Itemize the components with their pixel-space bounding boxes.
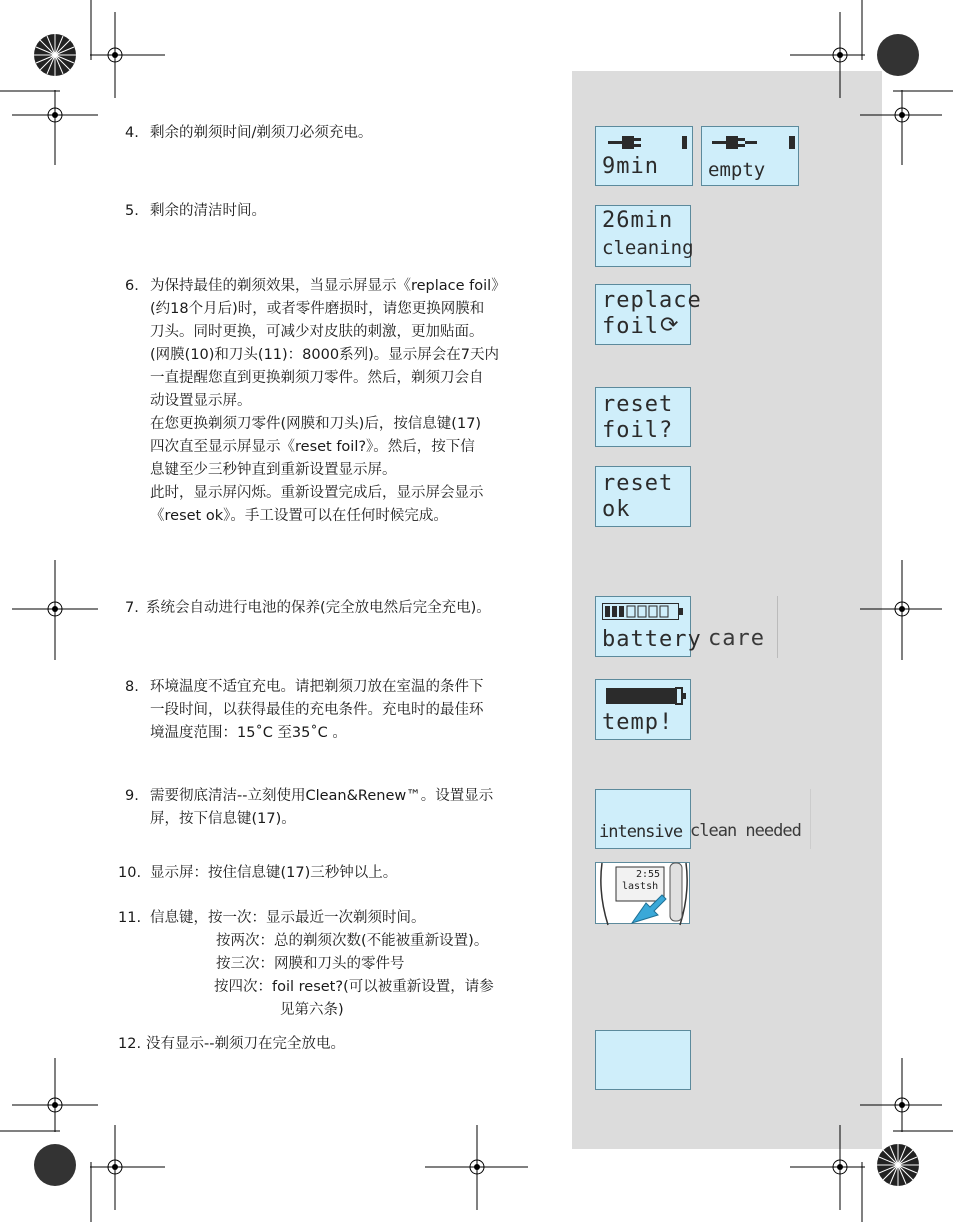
corner-target-br (877, 1144, 919, 1186)
lcd-text: 26min (602, 208, 674, 233)
press-text: 总的剃须次数(不能被重新设置)。 (274, 933, 489, 949)
battery-icon (602, 603, 686, 621)
item-text: (约18个月后)时，或者零件磨损时，请您更换网膜和 (150, 301, 485, 317)
item-number: 5. (125, 203, 139, 219)
item-text: 息键至少三秒钟直到重新设置显示屏。 (150, 462, 397, 478)
item-text: (网膜(10)和刀头(11)：8000系列)。显示屏会在7天内 (150, 347, 499, 363)
lcd-text: reset (602, 392, 674, 417)
shaver-illustration (595, 862, 690, 924)
item-text: 此时，显示屏闪烁。重新设置完成后，显示屏会显示 (150, 485, 484, 501)
item-text: 剩余的清洁时间。 (150, 203, 266, 219)
display-6b (595, 387, 691, 447)
lcd-text: foil? (602, 418, 674, 443)
crosshair-tl (90, 12, 165, 98)
lcd-overflow-text: clean needed (690, 821, 801, 841)
lcd-text: intensive (599, 822, 683, 842)
item-text: 系统会自动进行电池的保养(完全放电然后完全充电)。 (146, 600, 491, 616)
lcd-text: 9min (602, 154, 659, 179)
item-number: 9. (125, 788, 139, 804)
display-4b (701, 126, 799, 186)
item-text: 剩余的剃须时间/剃须刀必须充电。 (150, 125, 373, 141)
press-text: 见第六条) (280, 1002, 344, 1018)
item-8 (126, 676, 484, 745)
corner-target-tr (877, 34, 919, 76)
item-4 (126, 122, 372, 145)
item-7 (126, 597, 491, 620)
item-number: 11. (118, 910, 142, 926)
item-5 (126, 200, 266, 223)
corner-target-bl (34, 1144, 76, 1186)
item-number: 4. (125, 125, 139, 141)
divider (777, 596, 778, 658)
corner-target-tl (34, 34, 76, 76)
divider (810, 789, 811, 849)
item-number: 10. (118, 865, 142, 881)
lcd-text: battery (602, 627, 702, 652)
lcd-text: 2:55 (636, 869, 661, 880)
item-text: 在您更换剃须刀零件(网膜和刀头)后，按信息键(17) (150, 416, 482, 432)
display-8 (595, 679, 691, 740)
refresh-icon: ⟳ (660, 313, 679, 338)
press-text: 网膜和刀头的零件号 (274, 956, 405, 972)
lcd-text: ok (602, 497, 631, 522)
item-text: 没有显示--剃须刀在完全放电。 (146, 1036, 345, 1052)
lcd-text: cleaning (602, 237, 694, 259)
item-number: 12. (118, 1036, 142, 1052)
press-text: foil reset?(可以被重新设置，请参 (272, 979, 494, 995)
item-text: 四次直至显示屏显示《reset foil?》。然后，按下信 (150, 439, 475, 455)
item-number: 7. (125, 600, 139, 616)
display-4a (595, 126, 693, 186)
item-12 (118, 1033, 345, 1056)
display-9 (595, 789, 691, 849)
lcd-text: foil (602, 314, 659, 339)
item-10 (118, 862, 397, 885)
item-number: 8. (125, 679, 139, 695)
item-number: 6. (125, 278, 139, 294)
display-6a (595, 284, 702, 345)
item-text: 需要彻底清洁--立刻使用Clean&Renew™。设置显示 (150, 788, 494, 804)
item-6 (126, 275, 506, 528)
press-label: 按两次： (216, 933, 274, 949)
item-text: 屏，按下信息键(17)。 (150, 811, 296, 827)
item-text: 刀头。同时更换，可减少对皮肤的刺激，更加贴面。 (150, 324, 484, 340)
lcd-text: temp! (602, 710, 674, 735)
lcd-text: empty (708, 159, 766, 181)
plug-icon (608, 133, 688, 153)
lcd-text: lastsh (622, 881, 659, 892)
display-12-blank (595, 1030, 691, 1090)
battery-full-icon (606, 687, 690, 707)
display-6c (595, 466, 691, 527)
lcd-overflow-text: care (708, 626, 765, 651)
item-text: 环境温度不适宜充电。请把剃须刀放在室温的条件下 (150, 679, 484, 695)
item-text: 境温度范围：15˚C 至35˚C 。 (150, 725, 347, 741)
press-label: 按三次： (216, 956, 274, 972)
item-text: 一段时间，以获得最佳的充电条件。充电时的最佳环 (150, 702, 484, 718)
press-label: 按四次： (214, 979, 272, 995)
item-11-sublist (216, 930, 494, 1022)
lcd-text: replace (602, 288, 702, 313)
item-text: 为保持最佳的剃须效果，当显示屏显示《replace foil》 (150, 278, 506, 294)
item-text: 显示屏：按住信息键(17)三秒钟以上。 (150, 865, 398, 881)
item-text: 动设置显示屏。 (150, 393, 252, 409)
item-text: 《reset ok》。手工设置可以在任何时候完成。 (150, 508, 448, 524)
lcd-text: reset (602, 471, 674, 496)
item-text: 信息键，按一次：显示最近一次剃须时间。 (150, 910, 426, 926)
display-5 (595, 205, 694, 267)
display-7 (595, 596, 702, 657)
item-9 (126, 785, 493, 831)
item-text: 一直提醒您直到更换剃须刀零件。然后，剃须刀会自 (150, 370, 484, 386)
plug-icon (712, 133, 798, 153)
item-11 (118, 907, 494, 1018)
